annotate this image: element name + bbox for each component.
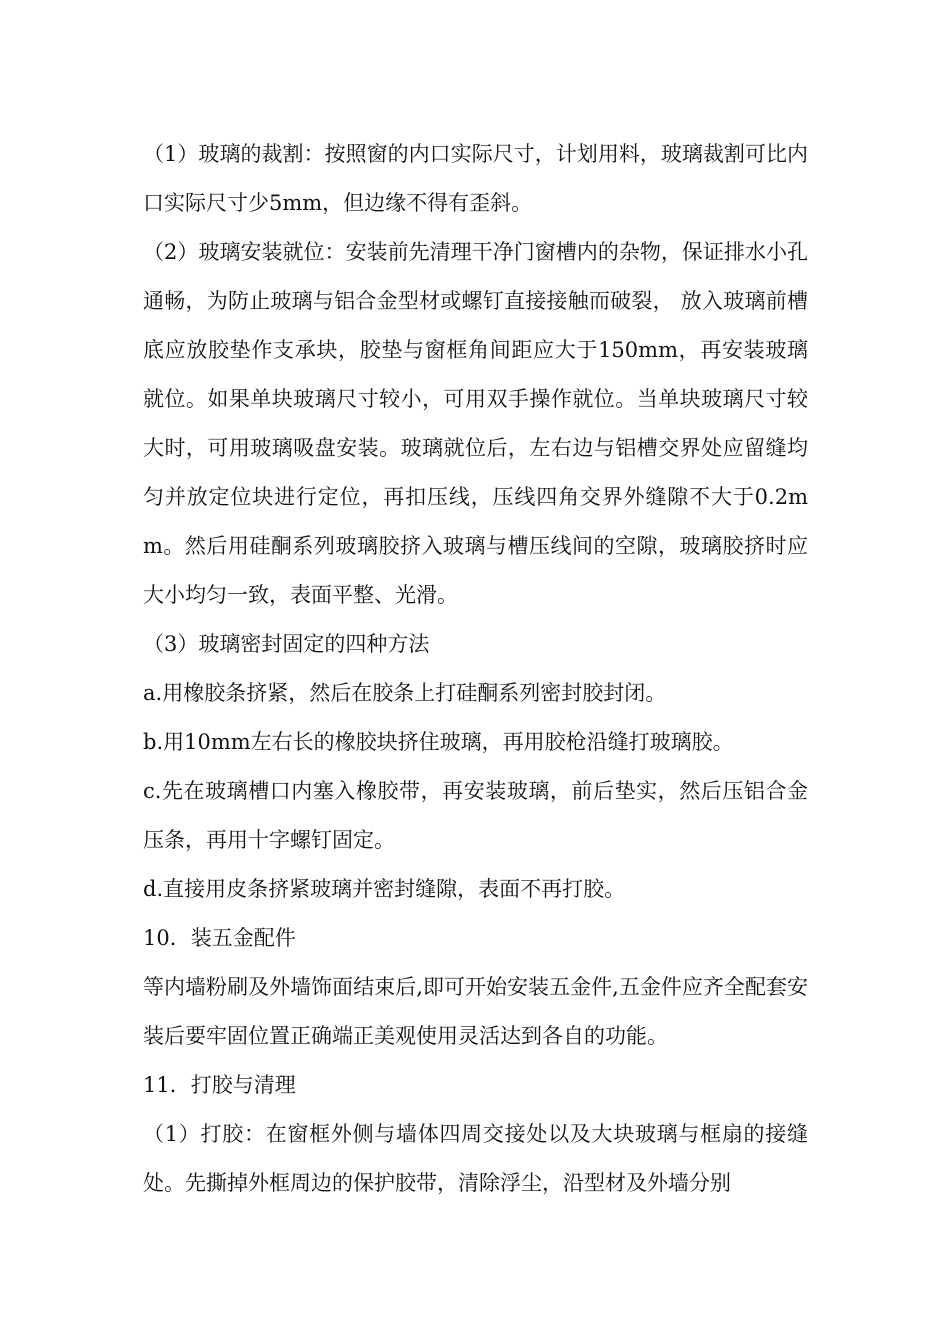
paragraph-sealing-methods-heading: （3）玻璃密封固定的四种方法 — [143, 632, 430, 656]
section-heading-gluing-cleaning: 11．打胶与清理 — [143, 1073, 296, 1097]
section-heading-hardware: 10．装五金配件 — [143, 926, 296, 950]
paragraph-method-b: b.用10mm左右长的橡胶块挤住玻璃，再用胶枪沿缝打玻璃胶。 — [143, 730, 734, 754]
paragraph-method-c: c.先在玻璃槽口内塞入橡胶带，再安装玻璃，前后垫实，然后压铝合金压条，再用十字螺钉固定。 — [143, 779, 808, 852]
paragraph-hardware-installation: 等内墙粉刷及外墙饰面结束后,即可开始安装五金件,五金件应齐全配套安装后要牢固位置正确端正美观使用灵活达到各自的功能。 — [143, 975, 808, 1048]
paragraph-method-d: d.直接用皮条挤紧玻璃并密封缝隙，表面不再打胶。 — [143, 877, 626, 901]
document-body — [143, 130, 808, 1208]
paragraph-gluing: （1）打胶：在窗框外侧与墙体四周交接处以及大块玻璃与框扇的接缝处。先撕掉外框周边的保护胶带，清除浮尘，沿型材及外墙分别 — [143, 1122, 808, 1195]
paragraph-method-a: a.用橡胶条挤紧，然后在胶条上打硅酮系列密封胶封闭。 — [143, 681, 667, 705]
paragraph-glass-cutting: （1）玻璃的裁割：按照窗的内口实际尺寸，计划用料，玻璃裁割可比内口实际尺寸少5mm，但边缘不得有歪斜。 — [143, 142, 808, 215]
paragraph-glass-installation: （2）玻璃安装就位：安装前先清理干净门窗槽内的杂物，保证排水小孔通畅，为防止玻璃与铝合金型材或螺钉直接接触而破裂， 放入玻璃前槽底应放胶垫作支承块，胶垫与窗框角间距应大于150mm，再安装玻璃就位。如果单块玻璃尺寸较小，可用双手操作就位。当单块玻璃尺寸较大时，可用玻璃吸盘安装。玻璃就位后，左右边与铝槽交界处应留缝均匀并放定位块进行定位，再扣压线，压线四角交界外缝隙不大于0.2mm。然后用硅酮系列玻璃胶挤入玻璃与槽压线间的空隙，玻璃胶挤时应大小均匀一致，表面平整、光滑。 — [143, 240, 808, 607]
